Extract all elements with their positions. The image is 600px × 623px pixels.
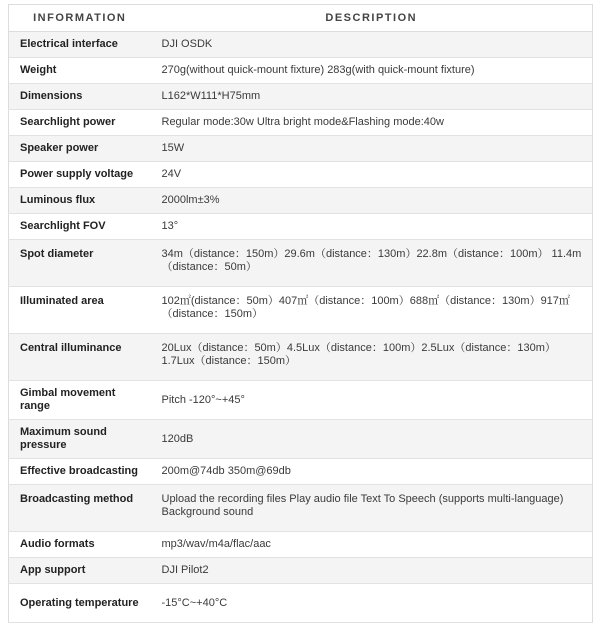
- row-value: 200m@74db 350m@69db: [151, 459, 593, 485]
- table-row: [9, 188, 593, 214]
- table-row: [9, 381, 593, 420]
- table-row: [9, 84, 593, 110]
- row-value: 24V: [151, 162, 593, 188]
- row-label: Speaker power: [9, 136, 151, 162]
- row-label: Dimensions: [9, 84, 151, 110]
- row-value: 20Lux（distance：50m）4.5Lux（distance：100m）2.5Lux（distance：130m） 1.7Lux（distance：150m）: [151, 334, 593, 381]
- row-label: Effective broadcasting: [9, 459, 151, 485]
- row-value: 2000lm±3%: [151, 188, 593, 214]
- table-row: [9, 110, 593, 136]
- table-row: [9, 558, 593, 584]
- header-information: INFORMATION: [9, 5, 151, 32]
- row-label: Maximum sound pressure: [9, 420, 151, 459]
- row-label: Illuminated area: [9, 287, 151, 334]
- table-row: [9, 459, 593, 485]
- table-row: [9, 162, 593, 188]
- row-label: Broadcasting method: [9, 485, 151, 532]
- table-row: [9, 420, 593, 459]
- table-row: [9, 58, 593, 84]
- row-label: Power supply voltage: [9, 162, 151, 188]
- table-row: [9, 136, 593, 162]
- row-value: -15°C~+40°C: [151, 584, 593, 623]
- table-row: [9, 584, 593, 623]
- row-value: 102㎡(distance：50m）407㎡（distance：100m）688㎡（distance：130m）917㎡（distance：150m）: [151, 287, 593, 334]
- row-value: Upload the recording files Play audio file Text To Speech (supports multi-language) Background sound: [151, 485, 593, 532]
- row-label: Central illuminance: [9, 334, 151, 381]
- row-label: App support: [9, 558, 151, 584]
- table-row: [9, 334, 593, 381]
- spec-table: [8, 4, 593, 623]
- row-value: Pitch -120°~+45°: [151, 381, 593, 420]
- row-value: DJI Pilot2: [151, 558, 593, 584]
- table-body: [9, 32, 593, 623]
- row-label: Weight: [9, 58, 151, 84]
- row-value: L162*W111*H75mm: [151, 84, 593, 110]
- table-row: [9, 32, 593, 58]
- row-value: Regular mode:30w Ultra bright mode&Flashing mode:40w: [151, 110, 593, 136]
- row-value: 13°: [151, 214, 593, 240]
- row-value: 270g(without quick-mount fixture) 283g(with quick-mount fixture): [151, 58, 593, 84]
- table-row: [9, 532, 593, 558]
- row-label: Electrical interface: [9, 32, 151, 58]
- row-label: Luminous flux: [9, 188, 151, 214]
- table-header: [9, 5, 593, 32]
- row-value: mp3/wav/m4a/flac/aac: [151, 532, 593, 558]
- row-value: 34m（distance：150m）29.6m（distance：130m）22.8m（distance：100m） 11.4m（distance：50m）: [151, 240, 593, 287]
- header-description: DESCRIPTION: [151, 5, 593, 32]
- row-label: Searchlight power: [9, 110, 151, 136]
- row-value: 120dB: [151, 420, 593, 459]
- row-label: Operating temperature: [9, 584, 151, 623]
- table-row: [9, 287, 593, 334]
- row-label: Gimbal movement range: [9, 381, 151, 420]
- table-row: [9, 485, 593, 532]
- row-value: DJI OSDK: [151, 32, 593, 58]
- table-row: [9, 240, 593, 287]
- row-label: Spot diameter: [9, 240, 151, 287]
- table-row: [9, 214, 593, 240]
- row-value: 15W: [151, 136, 593, 162]
- row-label: Audio formats: [9, 532, 151, 558]
- header-row: [9, 5, 593, 32]
- row-label: Searchlight FOV: [9, 214, 151, 240]
